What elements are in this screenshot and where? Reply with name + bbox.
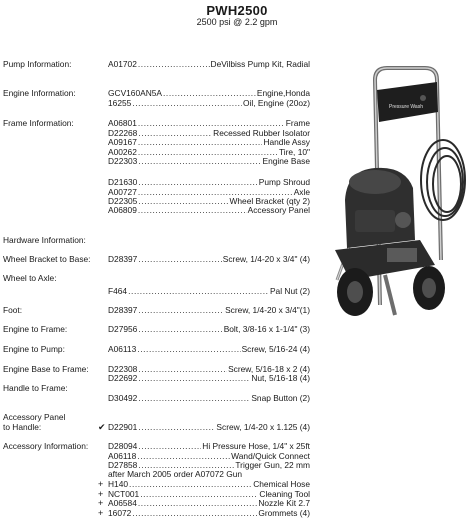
part-description: DeVilbiss Pump Kit, Radial (210, 59, 310, 69)
part-number: 16072 (108, 508, 132, 518)
part-number: H140 (108, 479, 129, 489)
section-label-engine-pump: Engine to Pump: (3, 344, 65, 354)
part-row (98, 422, 310, 432)
part-description: Cleaning Tool (259, 489, 310, 499)
part-number: NCT001 (108, 489, 140, 499)
part-description: Accessory Panel (247, 205, 310, 215)
part-description: Axle (293, 187, 310, 197)
part-description: Trigger Gun, 22 mm (235, 460, 310, 470)
section-label-engine: Engine Information: (3, 88, 76, 98)
part-number: F464 (108, 286, 128, 296)
page-title: PWH2500 (206, 3, 268, 18)
part-row (108, 394, 310, 402)
part-description: Hi Pressure Hose, 1/4" x 25ft (202, 441, 310, 451)
page-subtitle: 2500 psi @ 2.2 gpm (196, 17, 278, 27)
part-description: Frame (285, 118, 310, 128)
part-number: D22308 (108, 364, 138, 374)
part-number: 16255 (108, 98, 132, 108)
pressure-washer-illustration (325, 60, 473, 325)
part-number: D21630 (108, 177, 138, 187)
part-row (108, 442, 310, 450)
part-row (108, 255, 310, 263)
part-row (108, 157, 310, 165)
part-description: Engine Base (262, 156, 310, 166)
part-number: A09167 (108, 137, 137, 147)
part-number: D22305 (108, 196, 138, 206)
part-description: Bolt, 3/8-16 x 1-1/4" (3) (223, 324, 310, 334)
part-description: Screw, 1/4-20 x 3/4" (4) (222, 254, 310, 264)
part-row (108, 374, 310, 382)
part-description: Tire, 10" (278, 147, 310, 157)
part-description: Wheel Bracket (qty 2) (229, 196, 310, 206)
part-number: D22901 (108, 422, 138, 432)
section-label-frame: Frame Information: (3, 118, 74, 128)
section-label-accessory: Accessory Information: (3, 441, 89, 451)
section-label-accessory-panel-line2: to Handle: (3, 422, 42, 432)
part-row (108, 99, 310, 107)
plus-icon: + (98, 479, 104, 489)
part-description: Pal Nut (2) (269, 286, 310, 296)
part-number: D30492 (108, 393, 138, 403)
part-number: A01702 (108, 59, 137, 69)
checkmark-icon: ✔ (98, 422, 106, 432)
part-description: Handle Assy (263, 137, 310, 147)
part-number: D27956 (108, 324, 138, 334)
part-description: Chemical Hose (253, 479, 310, 489)
part-number: D28397 (108, 254, 138, 264)
section-label-pump: Pump Information: (3, 59, 72, 69)
part-number: GCV160AN5A (108, 88, 162, 98)
section-label-hardware: Hardware Information: (3, 235, 86, 245)
part-row (108, 138, 310, 146)
section-label-foot: Foot: (3, 305, 23, 315)
section-label-engine-base: Engine Base to Frame: (3, 364, 89, 374)
part-number: D22268 (108, 128, 138, 138)
part-row (98, 498, 310, 508)
part-description: Screw, 1/4-20 x 1.125 (4) (216, 422, 310, 432)
part-row (98, 508, 310, 518)
section-label-wheel-bracket: Wheel Bracket to Base: (3, 254, 91, 264)
part-row (108, 89, 310, 97)
part-number: D22692 (108, 373, 138, 383)
part-description: Nut, 5/16-18 (4) (251, 373, 310, 383)
part-row (108, 206, 310, 214)
part-description: Screw, 1/4-20 x 3/4"(1) (225, 305, 310, 315)
part-number: A00727 (108, 187, 137, 197)
part-description: Recessed Rubber Isolator (213, 128, 310, 138)
part-row (108, 119, 310, 127)
part-row (108, 306, 310, 314)
part-description: Snap Button (2) (251, 393, 310, 403)
section-label-handle-frame: Handle to Frame: (3, 383, 68, 393)
part-description: Oil, Engine (20oz) (242, 98, 310, 108)
part-number: A06801 (108, 118, 137, 128)
part-row (108, 287, 310, 295)
part-description: Screw, 5/16-24 (4) (241, 344, 310, 354)
part-note: after March 2005 order A07072 Gun (108, 469, 243, 479)
part-row (108, 60, 310, 68)
part-number: A06584 (108, 498, 137, 508)
part-description: Grommets (4) (258, 508, 310, 518)
part-number: D22303 (108, 156, 138, 166)
part-number: A06113 (108, 344, 137, 354)
part-description: Nozzle Kit 2.7 (258, 498, 310, 508)
plus-icon: + (98, 489, 104, 499)
part-description: Pump Shroud (258, 177, 310, 187)
part-number: D28094 (108, 441, 138, 451)
part-number: A00262 (108, 147, 137, 157)
part-description: Screw, 5/16-18 x 2 (4) (228, 364, 310, 374)
panel-text: Pressure Wash (389, 104, 423, 110)
part-row (108, 325, 310, 333)
part-description: Wand/Quick Connect (231, 451, 310, 461)
part-description: Engine,Honda (256, 88, 310, 98)
part-number: A06809 (108, 205, 137, 215)
plus-icon: + (98, 498, 104, 508)
part-number: D27858 (108, 460, 138, 470)
part-row (108, 178, 310, 186)
part-number: D28397 (108, 305, 138, 315)
part-row (98, 479, 310, 489)
section-label-engine-frame: Engine to Frame: (3, 324, 68, 334)
section-label-wheel-axle: Wheel to Axle: (3, 273, 57, 283)
part-number: A06118 (108, 451, 137, 461)
section-label-accessory-panel: Accessory Panel (3, 412, 66, 422)
part-row (108, 345, 310, 353)
plus-icon: + (98, 508, 104, 518)
